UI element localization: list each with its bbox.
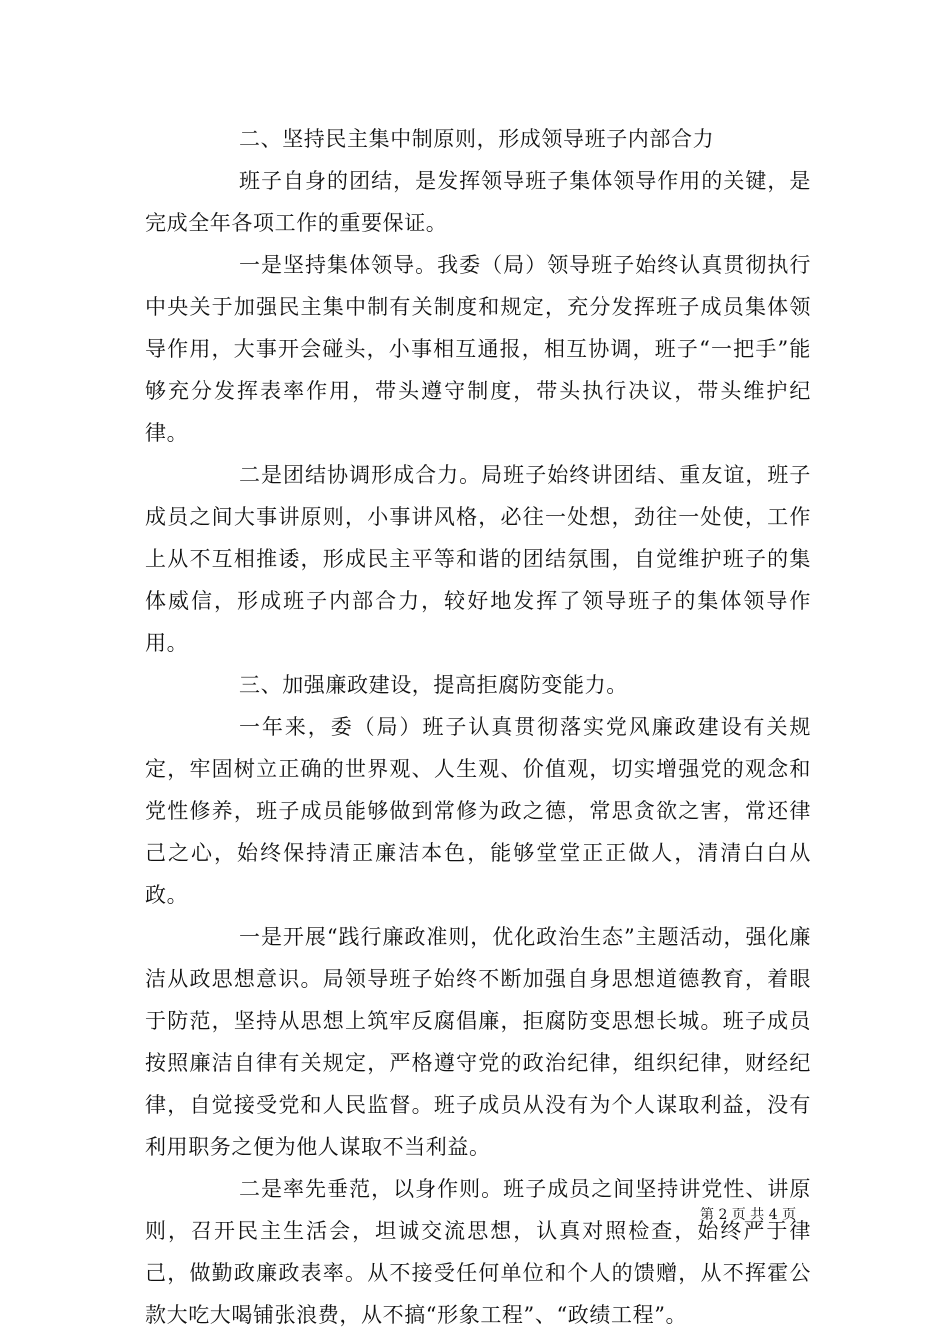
section-heading-2: 二、坚持民主集中制原则，形成领导班子内部合力 bbox=[239, 127, 715, 151]
page-number-footer: 第 2 页 共 4 页 bbox=[700, 1207, 797, 1223]
paragraph: 一是坚持集体领导。我委（局）领导班子始终认真贯彻执行中央关于加强民主集中制有关制度和规定，充分发挥班子成员集体领导作用，大事开会碰头，小事相互通报，相互协调，班子“一把手”能够充分发挥表率作用，带头遵守制度，带头执行决议，带头维护纪律。 bbox=[145, 253, 811, 445]
paragraph: 一年来，委（局）班子认真贯彻落实党风廉政建设有关规定，牢固树立正确的世界观、人生观、价值观，切实增强党的观念和党性修养，班子成员能够做到常修为政之德，常思贪欲之害，常还律己之心，始终保持清正廉洁本色，能够堂堂正正做人，清清白白从政。 bbox=[145, 715, 811, 907]
paragraph: 二是团结协调形成合力。局班子始终讲团结、重友谊，班子成员之间大事讲原则，小事讲风格，必往一处想，劲往一处使，工作上从不互相推诿，形成民主平等和谐的团结氛围，自觉维护班子的集体威信，形成班子内部合力，较好地发挥了领导班子的集体领导作用。 bbox=[145, 463, 811, 655]
section-heading-3: 三、加强廉政建设，提高拒腐防变能力。 bbox=[239, 673, 628, 697]
paragraph: 班子自身的团结，是发挥领导班子集体领导作用的关键，是完成全年各项工作的重要保证。 bbox=[145, 169, 811, 235]
paragraph: 二是率先垂范，以身作则。班子成员之间坚持讲党性、讲原则，召开民主生活会，坦诚交流思想，认真对照检查，始终严于律己，做勤政廉政表率。从不接受任何单位和个人的馈赠，从不挥霍公款大吃大喝铺张浪费，从不搞“形象工程”、“政绩工程”。 bbox=[145, 1177, 811, 1327]
paragraph: 一是开展“践行廉政准则，优化政治生态”主题活动，强化廉洁从政思想意识。局领导班子始终不断加强自身思想道德教育，着眼于防范，坚持从思想上筑牢反腐倡廉，拒腐防变思想长城。班子成员按照廉洁自律有关规定，严格遵守党的政治纪律，组织纪律，财经纪律，自觉接受党和人民监督。班子成员从没有为个人谋取利益，没有利用职务之便为他人谋取不当利益。 bbox=[145, 925, 811, 1159]
document-body bbox=[145, 118, 811, 1336]
